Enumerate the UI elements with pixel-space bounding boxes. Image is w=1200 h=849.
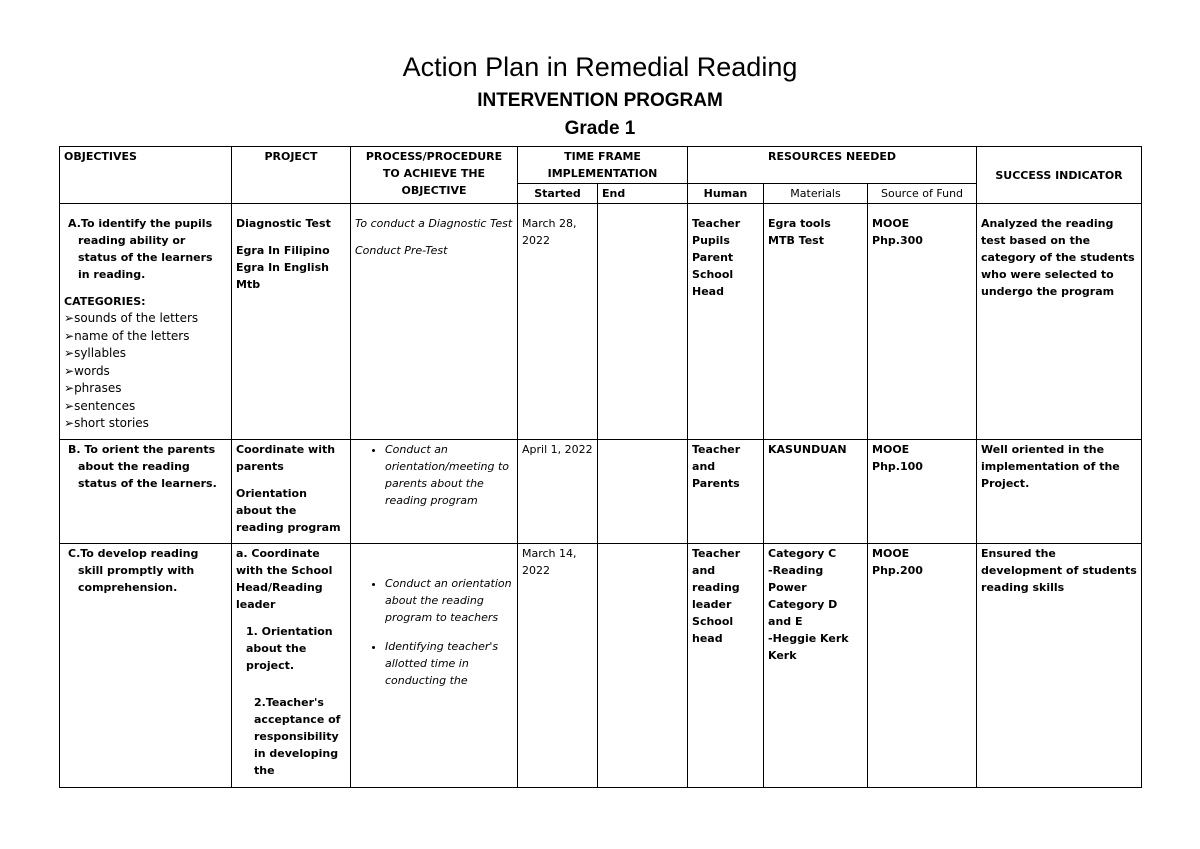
project-line: a. Coordinate with the School Head/Reading leader: [236, 547, 333, 611]
category-item: ➢sentences: [64, 398, 136, 413]
row-a-project: [232, 204, 351, 440]
header-time-frame: [518, 147, 688, 184]
project-line: Egra In Filipino: [236, 244, 330, 257]
project-line: Diagnostic Test: [236, 217, 331, 230]
header-success: SUCCESS INDICATOR: [977, 147, 1142, 204]
header-process-line1: PROCESS/PROCEDURE: [365, 150, 503, 163]
category-item: ➢phrases: [64, 381, 122, 395]
row-a-process: [351, 204, 518, 440]
row-b-human: Teacher and Parents: [688, 440, 764, 544]
row-a-objective-cell: [60, 204, 232, 440]
document-subtitle: INTERVENTION PROGRAM: [477, 90, 723, 111]
header-time-frame-line2: IMPLEMENTATION: [547, 167, 658, 180]
row-b-materials: KASUNDUAN: [764, 440, 868, 544]
row-c-project: [232, 544, 351, 788]
grade-label: Grade 1: [564, 118, 636, 139]
header-objectives: OBJECTIVES: [60, 147, 232, 204]
project-line: 2.Teacher's acceptance of responsibility in developing the: [254, 696, 341, 777]
header-resources: RESOURCES NEEDED: [688, 147, 977, 184]
row-b-project: [232, 440, 351, 544]
category-item: ➢short stories: [64, 416, 149, 430]
category-item: ➢syllables: [64, 346, 127, 360]
header-started: Started: [518, 184, 598, 204]
row-a-success: Analyzed the reading test based on the category of the students who were selected to undergo the program: [977, 204, 1142, 440]
row-a-human: Teacher Pupils Parent School Head: [688, 204, 764, 440]
project-line: Coordinate with parents: [236, 443, 336, 473]
header-project: PROJECT: [232, 147, 351, 204]
header-process-line2: TO ACHIEVE THE: [382, 167, 486, 180]
process-line: To conduct a Diagnostic Test: [355, 217, 513, 230]
row-a-end: [598, 204, 688, 440]
row-a-materials: Egra tools MTB Test: [764, 204, 868, 440]
row-c-started: March 14, 2022: [518, 544, 598, 788]
header-materials: Materials: [764, 184, 868, 204]
row-a-objective: A.To identify the pupils reading ability or status of the learners in reading.: [68, 217, 213, 281]
row-b-objective-cell: [60, 440, 232, 544]
header-time-frame-line1: TIME FRAME: [564, 150, 641, 163]
row-b-success: Well oriented in the implementation of the Project.: [977, 440, 1142, 544]
document-title: Action Plan in Remedial Reading: [402, 52, 798, 82]
row-c-objective: C.To develop reading skill promptly with comprehension.: [68, 547, 199, 594]
row-c-objective-cell: [60, 544, 232, 788]
header-human: Human: [688, 184, 764, 204]
project-line: Mtb: [236, 278, 261, 291]
row-c-process: [351, 544, 518, 788]
category-item: ➢name of the letters: [64, 328, 190, 343]
project-line: Orientation about the reading program: [236, 487, 341, 534]
project-line: 1. Orientation about the project.: [246, 625, 333, 672]
row-a-fund: MOOE Php.300: [868, 204, 977, 440]
row-b-end: [598, 440, 688, 544]
header-source-of-fund: Source of Fund: [868, 184, 977, 204]
row-c-human: Teacher and reading leader School head: [688, 544, 764, 788]
process-bullet: • Conduct an orientation about the reading program to teachers: [385, 575, 513, 626]
row-b-fund: MOOE Php.100: [868, 440, 977, 544]
process-line: Conduct Pre-Test: [355, 244, 448, 257]
row-c-materials: Category C -Reading Power Category D and E -Heggie Kerk Kerk: [764, 544, 868, 788]
categories-label: CATEGORIES:: [64, 295, 146, 308]
row-c-success: Ensured the development of students reading skills: [977, 544, 1142, 788]
row-c-end: [598, 544, 688, 788]
category-list: [64, 310, 227, 433]
row-b-started: April 1, 2022: [518, 440, 598, 544]
process-bullet: • Identifying teacher's allotted time in conducting the: [385, 638, 513, 689]
header-end: End: [598, 184, 688, 204]
row-a-started: March 28, 2022: [518, 204, 598, 440]
project-line: Egra In English: [236, 261, 329, 274]
action-plan-table: [59, 146, 1142, 788]
header-process-line3: OBJECTIVE: [401, 184, 467, 197]
row-b-objective: B. To orient the parents about the reading status of the learners.: [68, 443, 217, 490]
process-bullet: • Conduct an orientation/meeting to parents about the reading program: [385, 441, 513, 509]
row-c-fund: MOOE Php.200: [868, 544, 977, 788]
row-b-process: [351, 440, 518, 544]
category-item: ➢words: [64, 363, 110, 378]
category-item: ➢sounds of the letters: [64, 311, 199, 325]
header-process: [351, 147, 518, 204]
